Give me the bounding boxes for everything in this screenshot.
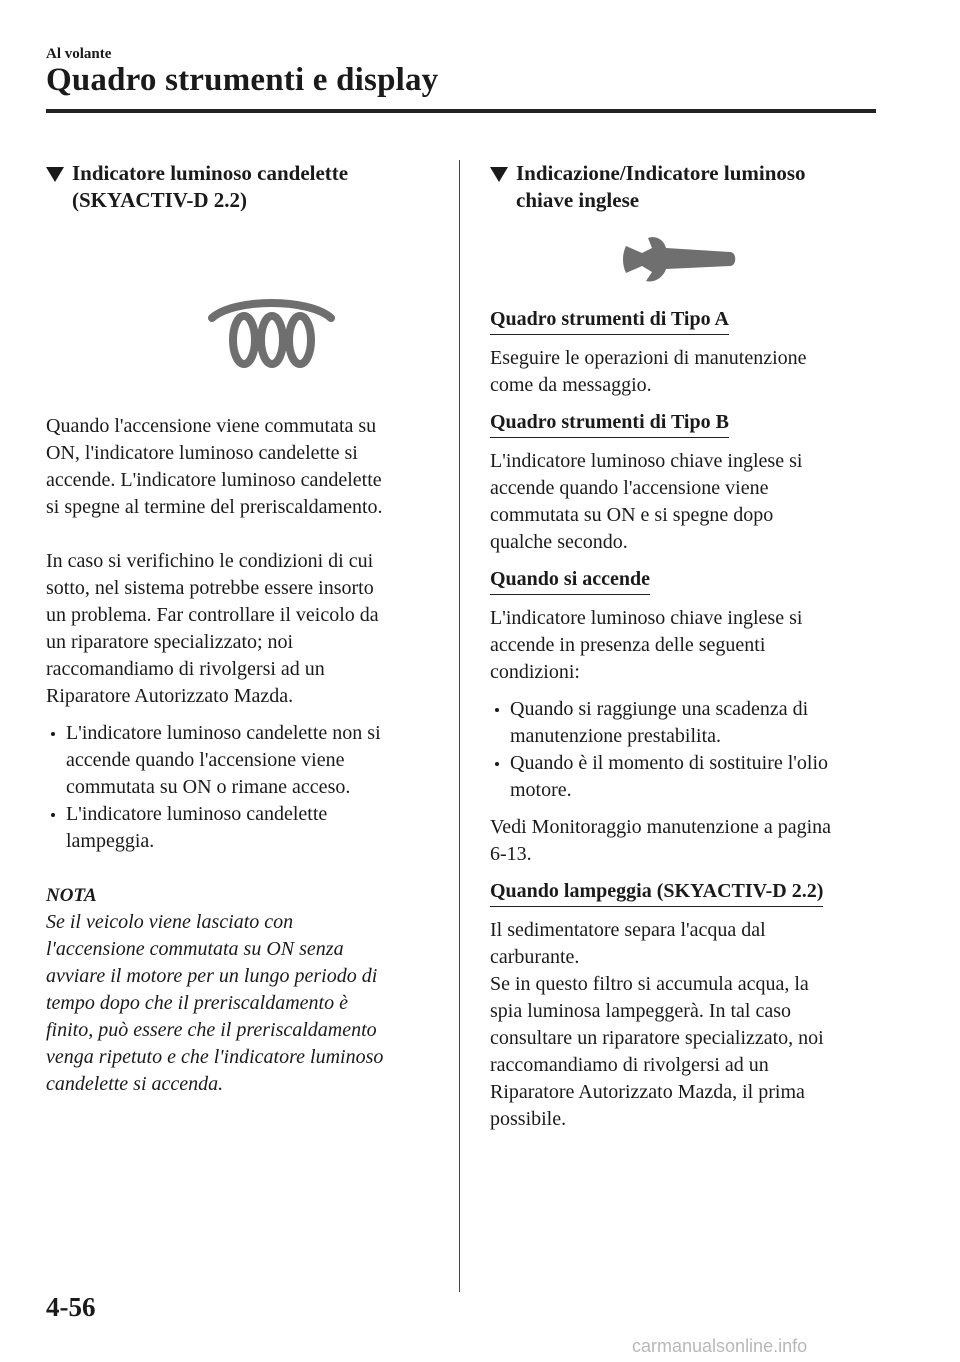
glow-heading-line2: (SKYACTIV-D 2.2) <box>72 188 248 212</box>
glow-plug-icon <box>204 296 339 371</box>
triangle-marker-icon <box>490 167 508 182</box>
text-when-on: L'indicatore luminoso chiave inglese si accende in presenza delle seguenti condizioni: <box>490 607 803 683</box>
left-column <box>46 160 431 1098</box>
glow-bullet-list <box>46 720 431 855</box>
wrench-heading-line1: Indicazione/Indicatore luminoso <box>516 161 806 185</box>
text-when-blinking: Il sedimentatore separa l'acqua dal carburante. Se in questo filtro si accumula acqua, la spia luminosa lampeggerà. In tal caso consultare un riparatore specializzato, noi raccomandiamo di rivolgersi ad un Riparatore Autorizzato Mazda, il prima possibile. <box>490 919 824 1130</box>
glow-paragraph-2: In caso si verifichino le condizioni di cui sotto, nel sistema potrebbe essere insorto un problema. Far controllare il veicolo da un riparatore specializzato; noi raccomandiamo di rivolgersi ad un Riparatore Autorizzato Mazda. <box>46 550 379 707</box>
section-label: Al volante <box>46 46 112 62</box>
subheading-when-blinking: Quando lampeggia (SKYACTIV-D 2.2) <box>490 878 823 907</box>
note-block <box>46 882 431 1098</box>
right-column <box>490 160 880 1133</box>
chapter-title: Quadro strumenti e display <box>46 62 439 98</box>
note-title: NOTA <box>46 885 97 906</box>
glow-heading-line1: Indicatore luminoso candelette <box>72 161 349 185</box>
subheading-type-a: Quadro strumenti di Tipo A <box>490 306 729 335</box>
wrench-icon <box>622 236 738 284</box>
wrench-heading <box>490 160 880 214</box>
list-item: Quando è il momento di sostituire l'olio motore. <box>490 750 880 804</box>
subheading-when-on: Quando si accende <box>490 566 650 595</box>
column-divider <box>459 160 460 1292</box>
page-reference: Vedi Monitoraggio manutenzione a pagina 6-13. <box>490 816 832 865</box>
list-item: L'indicatore luminoso candelette non si accende quando l'accensione viene commutata su ON o rimane acceso. <box>46 720 431 801</box>
text-type-a: Eseguire le operazioni di manutenzione come da messaggio. <box>490 347 807 396</box>
header-rule <box>46 109 876 113</box>
glow-paragraph-1: Quando l'accensione viene commutata su ON, l'indicatore luminoso candelette si accende. L'indicatore luminoso candelette si spegne al termine del preriscaldamento. <box>46 415 383 518</box>
wrench-bullet-list <box>490 696 880 804</box>
note-text: Se il veicolo viene lasciato con l'accensione commutata su ON senza avviare il motore per un lungo periodo di tempo dopo che il preriscaldamento è finito, può essere che il preriscaldamento venga ripetuto e che l'indicatore luminoso candelette si accenda. <box>46 911 384 1095</box>
list-item: Quando si raggiunge una scadenza di manutenzione prestabilita. <box>490 696 880 750</box>
watermark: carmanualsonline.info <box>632 1336 808 1356</box>
wrench-heading-line2: chiave inglese <box>516 188 640 212</box>
glow-plug-heading <box>46 160 431 214</box>
page-number: 4-56 <box>46 1292 96 1322</box>
triangle-marker-icon <box>46 167 64 182</box>
text-type-b: L'indicatore luminoso chiave inglese si accende quando l'accensione viene commutata su ON e si spegne dopo qualche secondo. <box>490 450 803 553</box>
subheading-type-b: Quadro strumenti di Tipo B <box>490 409 729 438</box>
list-item: L'indicatore luminoso candelette lampeggia. <box>46 801 431 855</box>
